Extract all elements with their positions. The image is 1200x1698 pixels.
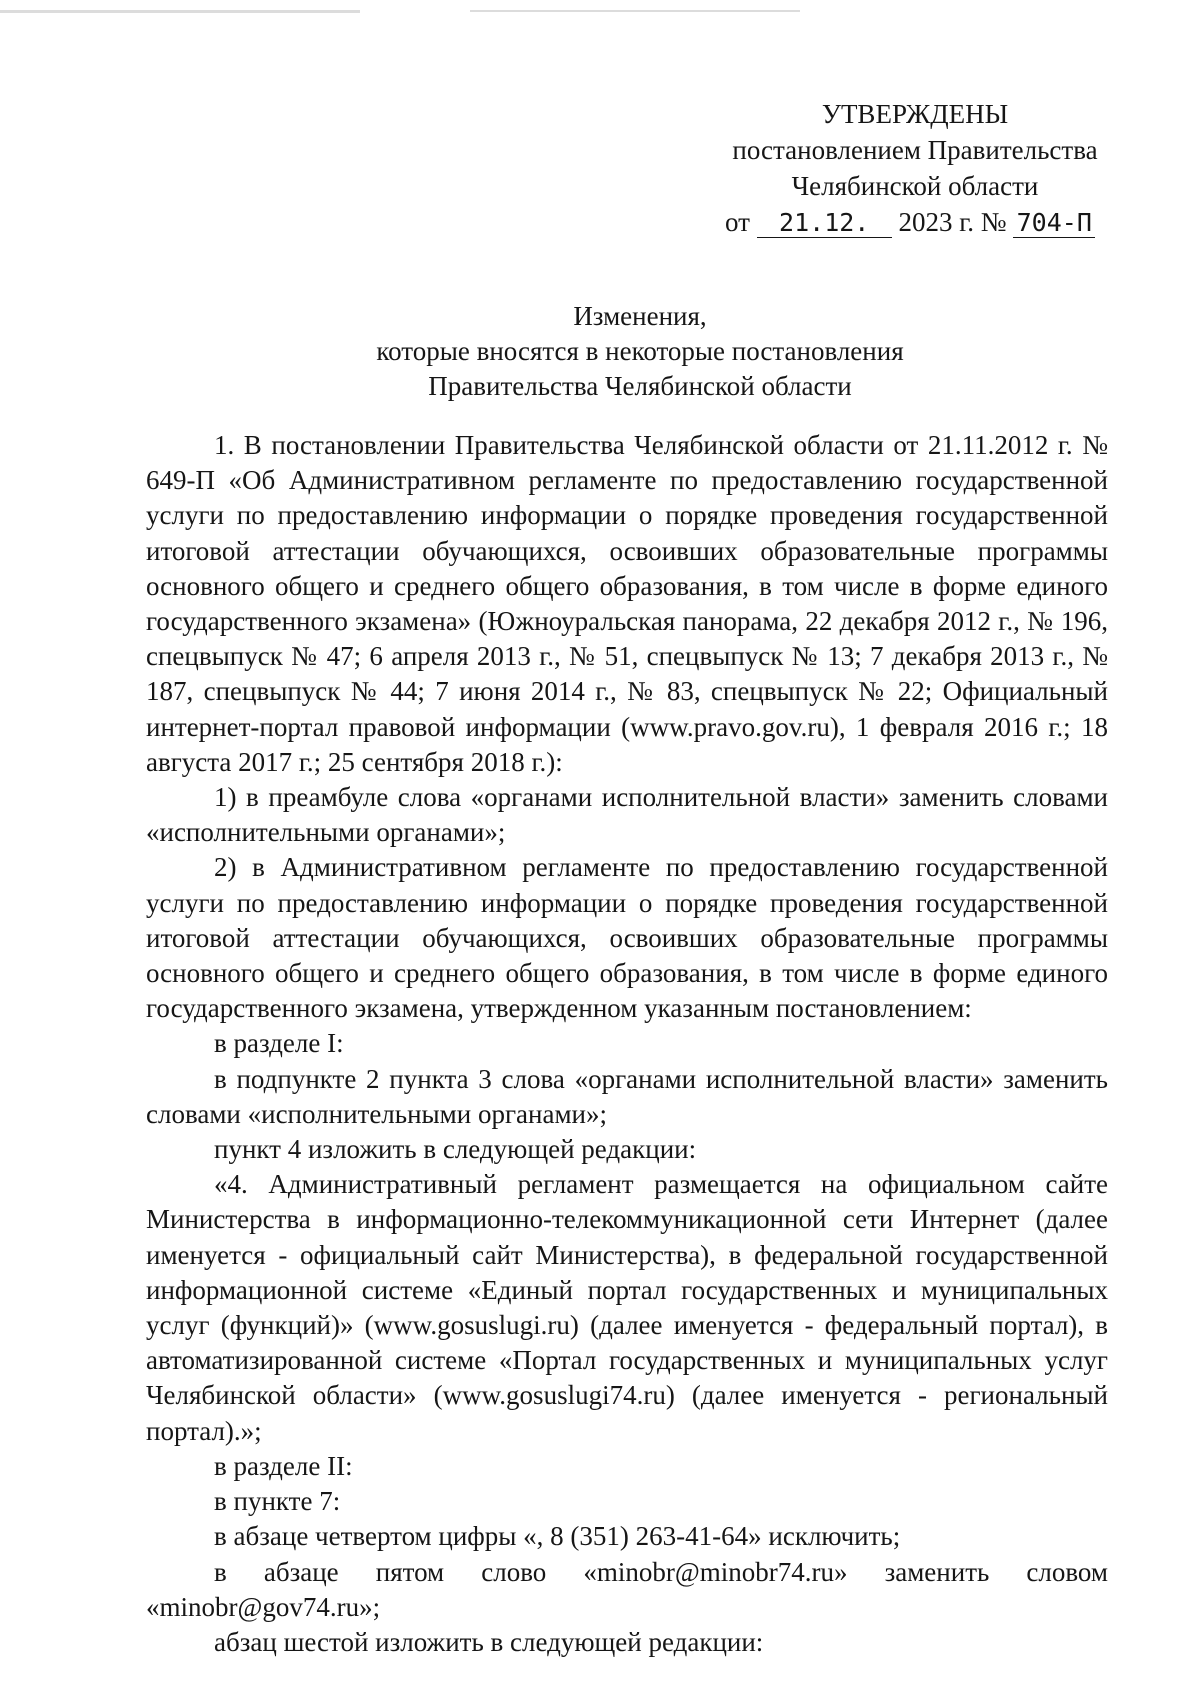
- paragraph-1: 1. В постановлении Правительства Челябинской области от 21.11.2012 г. № 649-П «Об Административном регламенте по предоставлению государственной услуги по предоставлению информации о порядке проведения государственной итоговой аттестации обучающихся, освоивших образовательные программы основного общего и среднего общего образования, в том числе в форме единого государственного экзамена» (Южноуральская панорама, 22 декабря 2012 г., № 196, спецвыпуск № 47; 6 апреля 2013 г., № 51, спецвыпуск № 13; 7 декабря 2013 г., № 187, спецвыпуск № 44; 7 июня 2014 г., № 83, спецвыпуск № 22; Официальный интернет-портал правовой информации (www.pravo.gov.ru), 1 февраля 2016 г.; 18 августа 2017 г.; 25 сентября 2018 г.):: [146, 430, 1108, 777]
- paragraph-9: в пункте 7:: [214, 1486, 341, 1517]
- approval-heading: УТВЕРЖДЕНЫ: [821, 99, 1009, 129]
- paragraph-10: в абзаце четвертом цифры «, 8 (351) 263-41-64» исключить;: [214, 1521, 901, 1552]
- approval-year: 2023 г. №: [898, 207, 1007, 237]
- document-body: [146, 428, 1108, 1660]
- approval-line-1: постановлением Правительства: [732, 135, 1098, 165]
- approval-from: от: [725, 207, 750, 237]
- title-line-1: Изменения,: [573, 301, 707, 331]
- paragraph-4: в разделе I:: [214, 1028, 344, 1059]
- approval-date: 21.12.: [757, 209, 892, 238]
- approval-line-2: Челябинской области: [791, 171, 1039, 201]
- scan-artifact: [0, 10, 360, 13]
- paragraph-2: 1) в преамбуле слова «органами исполнительной власти» заменить словами «исполнительными органами»;: [146, 782, 1108, 848]
- document-title: [140, 299, 1140, 404]
- title-line-3: Правительства Челябинской области: [428, 371, 852, 401]
- approval-number: 704-П: [1013, 209, 1095, 238]
- paragraph-3: 2) в Административном регламенте по предоставлению государственной услуги по предоставлению информации о порядке проведения государственной итоговой аттестации обучающихся, освоивших образовательные программы основного общего и среднего общего образования, в том числе в форме единого государственного экзамена, утвержденном указанным постановлением:: [146, 852, 1108, 1024]
- paragraph-6: пункт 4 изложить в следующей редакции:: [214, 1134, 697, 1165]
- paragraph-11: в абзаце пятом слово «minobr@minobr74.ru» заменить словом «minobr@gov74.ru»;: [146, 1556, 1108, 1622]
- approval-date-line: [715, 204, 1115, 240]
- paragraph-5: в подпункте 2 пункта 3 слова «органами исполнительной власти» заменить словами «исполнительными органами»;: [146, 1063, 1108, 1129]
- paragraph-7: «4. Административный регламент размещается на официальном сайте Министерства в информационно-телекоммуникационной сети Интернет (далее именуется - официальный сайт Министерства), в федеральной государственной информационной системе «Единый портал государственных и муниципальных услуг (функций)» (www.gosuslugi.ru) (далее именуется - федеральный портал), в автоматизированной системе «Портал государственных и муниципальных услуг Челябинской области» (www.gosuslugi74.ru) (далее именуется - региональный портал).»;: [146, 1169, 1108, 1446]
- scan-artifact: [470, 10, 800, 12]
- paragraph-8: в разделе II:: [214, 1450, 353, 1481]
- title-line-2: которые вносятся в некоторые постановления: [376, 336, 904, 366]
- paragraph-12: абзац шестой изложить в следующей редакции:: [214, 1626, 764, 1657]
- approval-block: [715, 96, 1115, 240]
